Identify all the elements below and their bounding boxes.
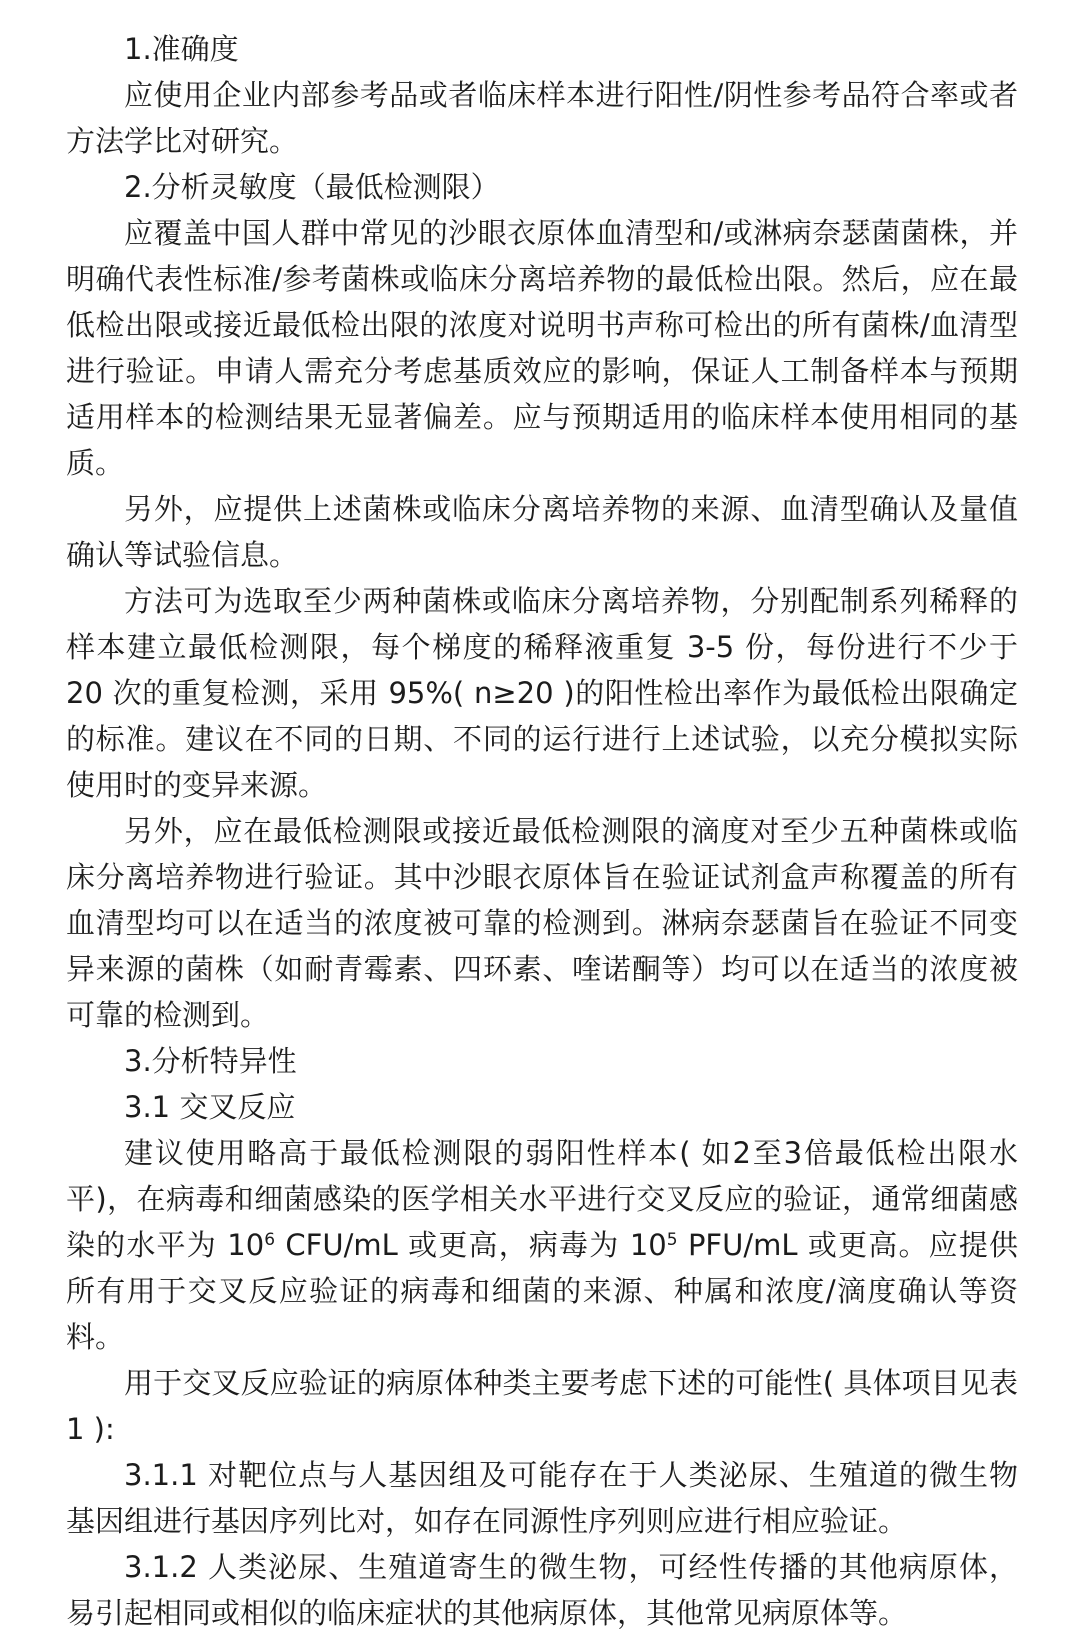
document-body [66,26,1018,1636]
paragraph-item-3-1-2: 3.1.2 人类泌尿、生殖道寄生的微生物，可经性传播的其他病原体，易引起相同或相似的临床症状的其他病原体，其他常见病原体等。 [66,1550,1018,1630]
paragraph-pathogen-types: 用于交叉反应验证的病原体种类主要考虑下述的可能性( 具体项目见表 1 ): [66,1366,1018,1446]
section-heading-accuracy: 1.准确度 [124,32,239,66]
section-heading-specificity: 3.分析特异性 [124,1044,297,1078]
section-heading-sensitivity: 2.分析灵敏度（最低检测限） [124,170,500,204]
paragraph-item-3-1-1: 3.1.1 对靶位点与人基因组及可能存在于人类泌尿、生殖道的微生物基因组进行基因序列比对，如存在同源性序列则应进行相应验证。 [66,1458,1018,1538]
paragraph-sensitivity: 应覆盖中国人群中常见的沙眼衣原体血清型和/或淋病奈瑟菌菌株，并明确代表性标准/参考菌株或临床分离培养物的最低检出限。然后，应在最低检出限或接近最低检出限的浓度对说明书声称可检出的所有菌株/血清型进行验证。申请人需充分考虑基质效应的影响，保证人工制备样本与预期适用样本的检测结果无显著偏差。应与预期适用的临床样本使用相同的基质。 [66,216,1018,480]
paragraph-method: 方法可为选取至少两种菌株或临床分离培养物，分别配制系列稀释的样本建立最低检测限，每个梯度的稀释液重复 3-5 份，每份进行不少于 20 次的重复检测，采用 95%( n≥20 )的阳性检出率作为最低检出限确定的标准。建议在不同的日期、不同的运行进行上述试验，以充分模拟实际使用时的变异来源。 [66,584,1018,802]
text-segment: CFU/mL 或更高，病毒为 10 [275,1228,667,1262]
subsection-heading-cross-reaction: 3.1 交叉反应 [124,1090,296,1124]
text-segment: PFU/mL 或更高。应提供所有用于交叉反应验证的病毒和细菌的来源、种属和浓度/滴度确认等资料。 [66,1228,1018,1354]
paragraph-cross-reaction [66,1130,1018,1360]
paragraph-source-info: 另外，应提供上述菌株或临床分离培养物的来源、血清型确认及量值确认等试验信息。 [66,492,1018,572]
text-segment: 建议使用略高于最低检测限的弱阳性样本( 如2至3倍最低检出限水平)，在病毒和细菌感染的医学相关水平进行交叉反应的验证，通常细菌感染的水平为 10 [66,1136,1018,1262]
paragraph-accuracy: 应使用企业内部参考品或者临床样本进行阳性/阴性参考品符合率或者方法学比对研究。 [66,78,1018,158]
paragraph-verification: 另外，应在最低检测限或接近最低检测限的滴度对至少五种菌株或临床分离培养物进行验证。其中沙眼衣原体旨在验证试剂盒声称覆盖的所有血清型均可以在适当的浓度被可靠的检测到。淋病奈瑟菌旨在验证不同变异来源的菌株（如耐青霉素、四环素、喹诺酮等）均可以在适当的浓度被可靠的检测到。 [66,814,1018,1032]
superscript-exponent: 6 [264,1230,276,1250]
superscript-exponent: 5 [666,1230,678,1250]
